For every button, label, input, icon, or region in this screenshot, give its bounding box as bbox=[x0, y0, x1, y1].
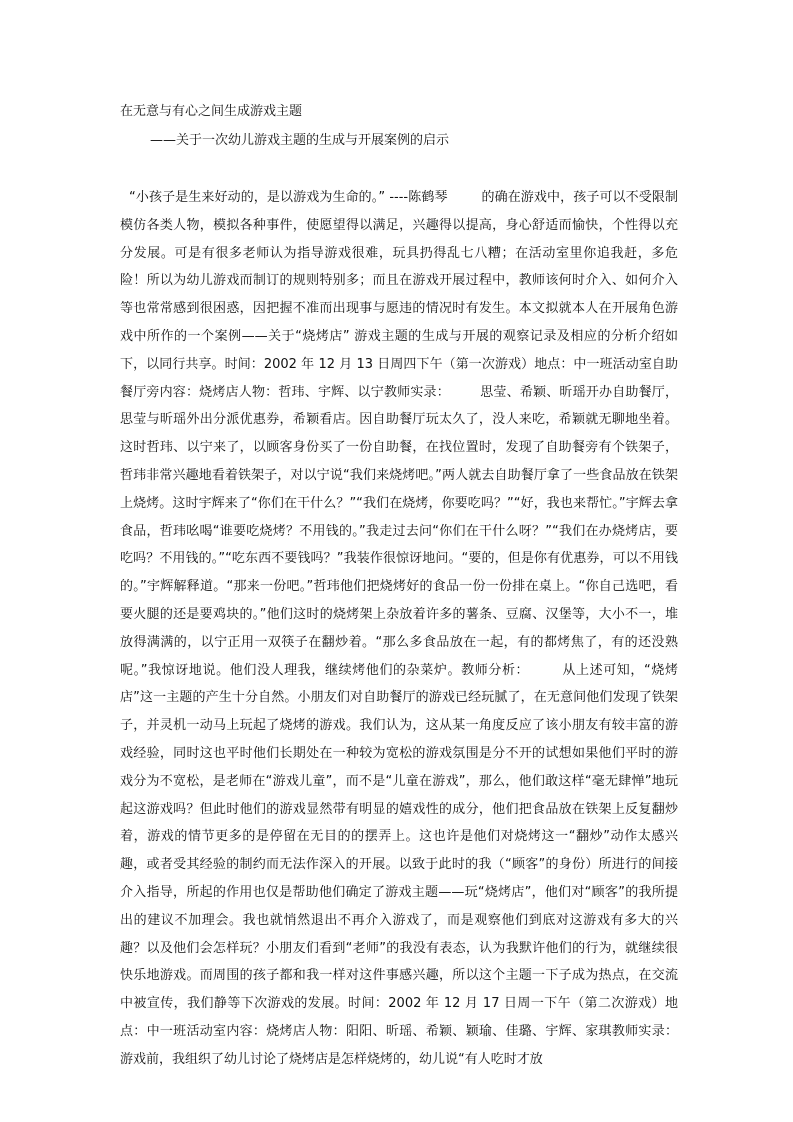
document-subtitle: ——关于一次幼儿游戏主题的生成与开展案例的启示 bbox=[150, 133, 450, 148]
document-body bbox=[120, 184, 707, 1074]
document-title: 在无意与有心之间生成游戏主题 bbox=[120, 104, 303, 119]
body-paragraph: “小孩子是生来好动的，是以游戏为生命的。” ----陈鹤琴 的确在游戏中，孩子可以不受限制模仿各类人物，模拟各种事件，使愿望得以满足，兴趣得以提高，身心舒适而愉快，个性得以充分发展。可是有很多老师认为指导游戏很难，玩具扔得乱七八糟；在活动室里你追我赶，多危险！所以为幼儿游戏而制订的规则特别多；而且在游戏开展过程中，教师该何时介入、如何介入等也常常感到很困惑，因把握不准而出现事与愿违的情况时有发生。本文拟就本人在开展角色游戏中所作的一个案例——关于“烧烤店” 游戏主题的生成与开展的观察记录及相应的分析介绍如下，以同行共享。时间：2002 年 12 月 13 日周四下午（第一次游戏）地点：中一班活动室自助餐厅旁内容：烧烤店人物：哲玮、宇辉、以宁教师实录： 思莹、希颖、昕瑶开办自助餐厅，思莹与昕瑶外出分派优惠券，希颖看店。因自助餐厅玩太久了，没人来吃，希颖就无聊地坐着。这时哲玮、以宁来了，以顾客身份买了一份自助餐，在找位置时，发现了自助餐旁有个铁架子，哲玮非常兴趣地看着铁架子，对以宁说“我们来烧烤吧。”两人就去自助餐厅拿了一些食品放在铁架上烧烤。这时宇辉来了“你们在干什么？”“我们在烧烤，你要吃吗？”“好，我也来帮忙。”宇辉去拿食品，哲玮吆喝“谁要吃烧烤？不用钱的。”我走过去问“你们在干什么呀？”“我们在办烧烤店，要吃吗？不用钱的。”“吃东西不要钱吗？”我装作很惊讶地问。“要的，但是你有优惠券，可以不用钱的。”宇辉解释道。“那来一份吧。”哲玮他们把烧烤好的食品一份一份排在桌上。“你自己选吧，看要火腿的还是要鸡块的。”他们这时的烧烤架上杂放着许多的薯条、豆腐、汉堡等，大小不一，堆放得满满的，以宁正用一双筷子在翻炒着。“那么多食品放在一起，有的都烤焦了，有的还没熟呢。”我惊讶地说。他们没人理我，继续烤他们的杂菜炉。教师分析： 从上述可知，“烧烤店”这一主题的产生十分自然。小朋友们对自助餐厅的游戏已经玩腻了，在无意间他们发现了铁架子，并灵机一动马上玩起了烧烤的游戏。我们认为，这从某一角度反应了该小朋友有较丰富的游戏经验，同时这也平时他们长期处在一种较为宽松的游戏氛围是分不开的试想如果他们平时的游戏分为不宽松，是老师在“游戏儿童”，而不是“儿童在游戏”，那么，他们敢这样“毫无肆惮”地玩起这游戏吗？但此时他们的游戏显然带有明显的嬉戏性的成分，他们把食品放在铁架上反复翻炒着，游戏的情节更多的是停留在无目的的摆弄上。这也许是他们对烧烤这一“翻炒”动作太感兴趣，或者受其经验的制约而无法作深入的开展。以致于此时的我（“顾客”的身份）所进行的间接介入指导，所起的作用也仅是帮助他们确定了游戏主题——玩“烧烤店”，他们对“顾客”的我所提出的建议不加理会。我也就悄然退出不再介入游戏了，而是观察他们到底对这游戏有多大的兴趣？以及他们会怎样玩？小朋友们看到“老师”的我没有表态，认为我默许他们的行为，就继续很快乐地游戏。而周围的孩子都和我一样对这件事感兴趣，所以这个主题一下子成为热点，在交流中被宣传，我们静等下次游戏的发展。时间：2002 年 12 月 17 日周一下午（第二次游戏）地点：中一班活动室内容：烧烤店人物：阳阳、昕瑶、希颖、颖瑜、佳璐、宇辉、家琪教师实录： 游戏前，我组织了幼儿讨论了烧烤店是怎样烧烤的，幼儿说“有人吃时才放 bbox=[120, 190, 707, 1067]
